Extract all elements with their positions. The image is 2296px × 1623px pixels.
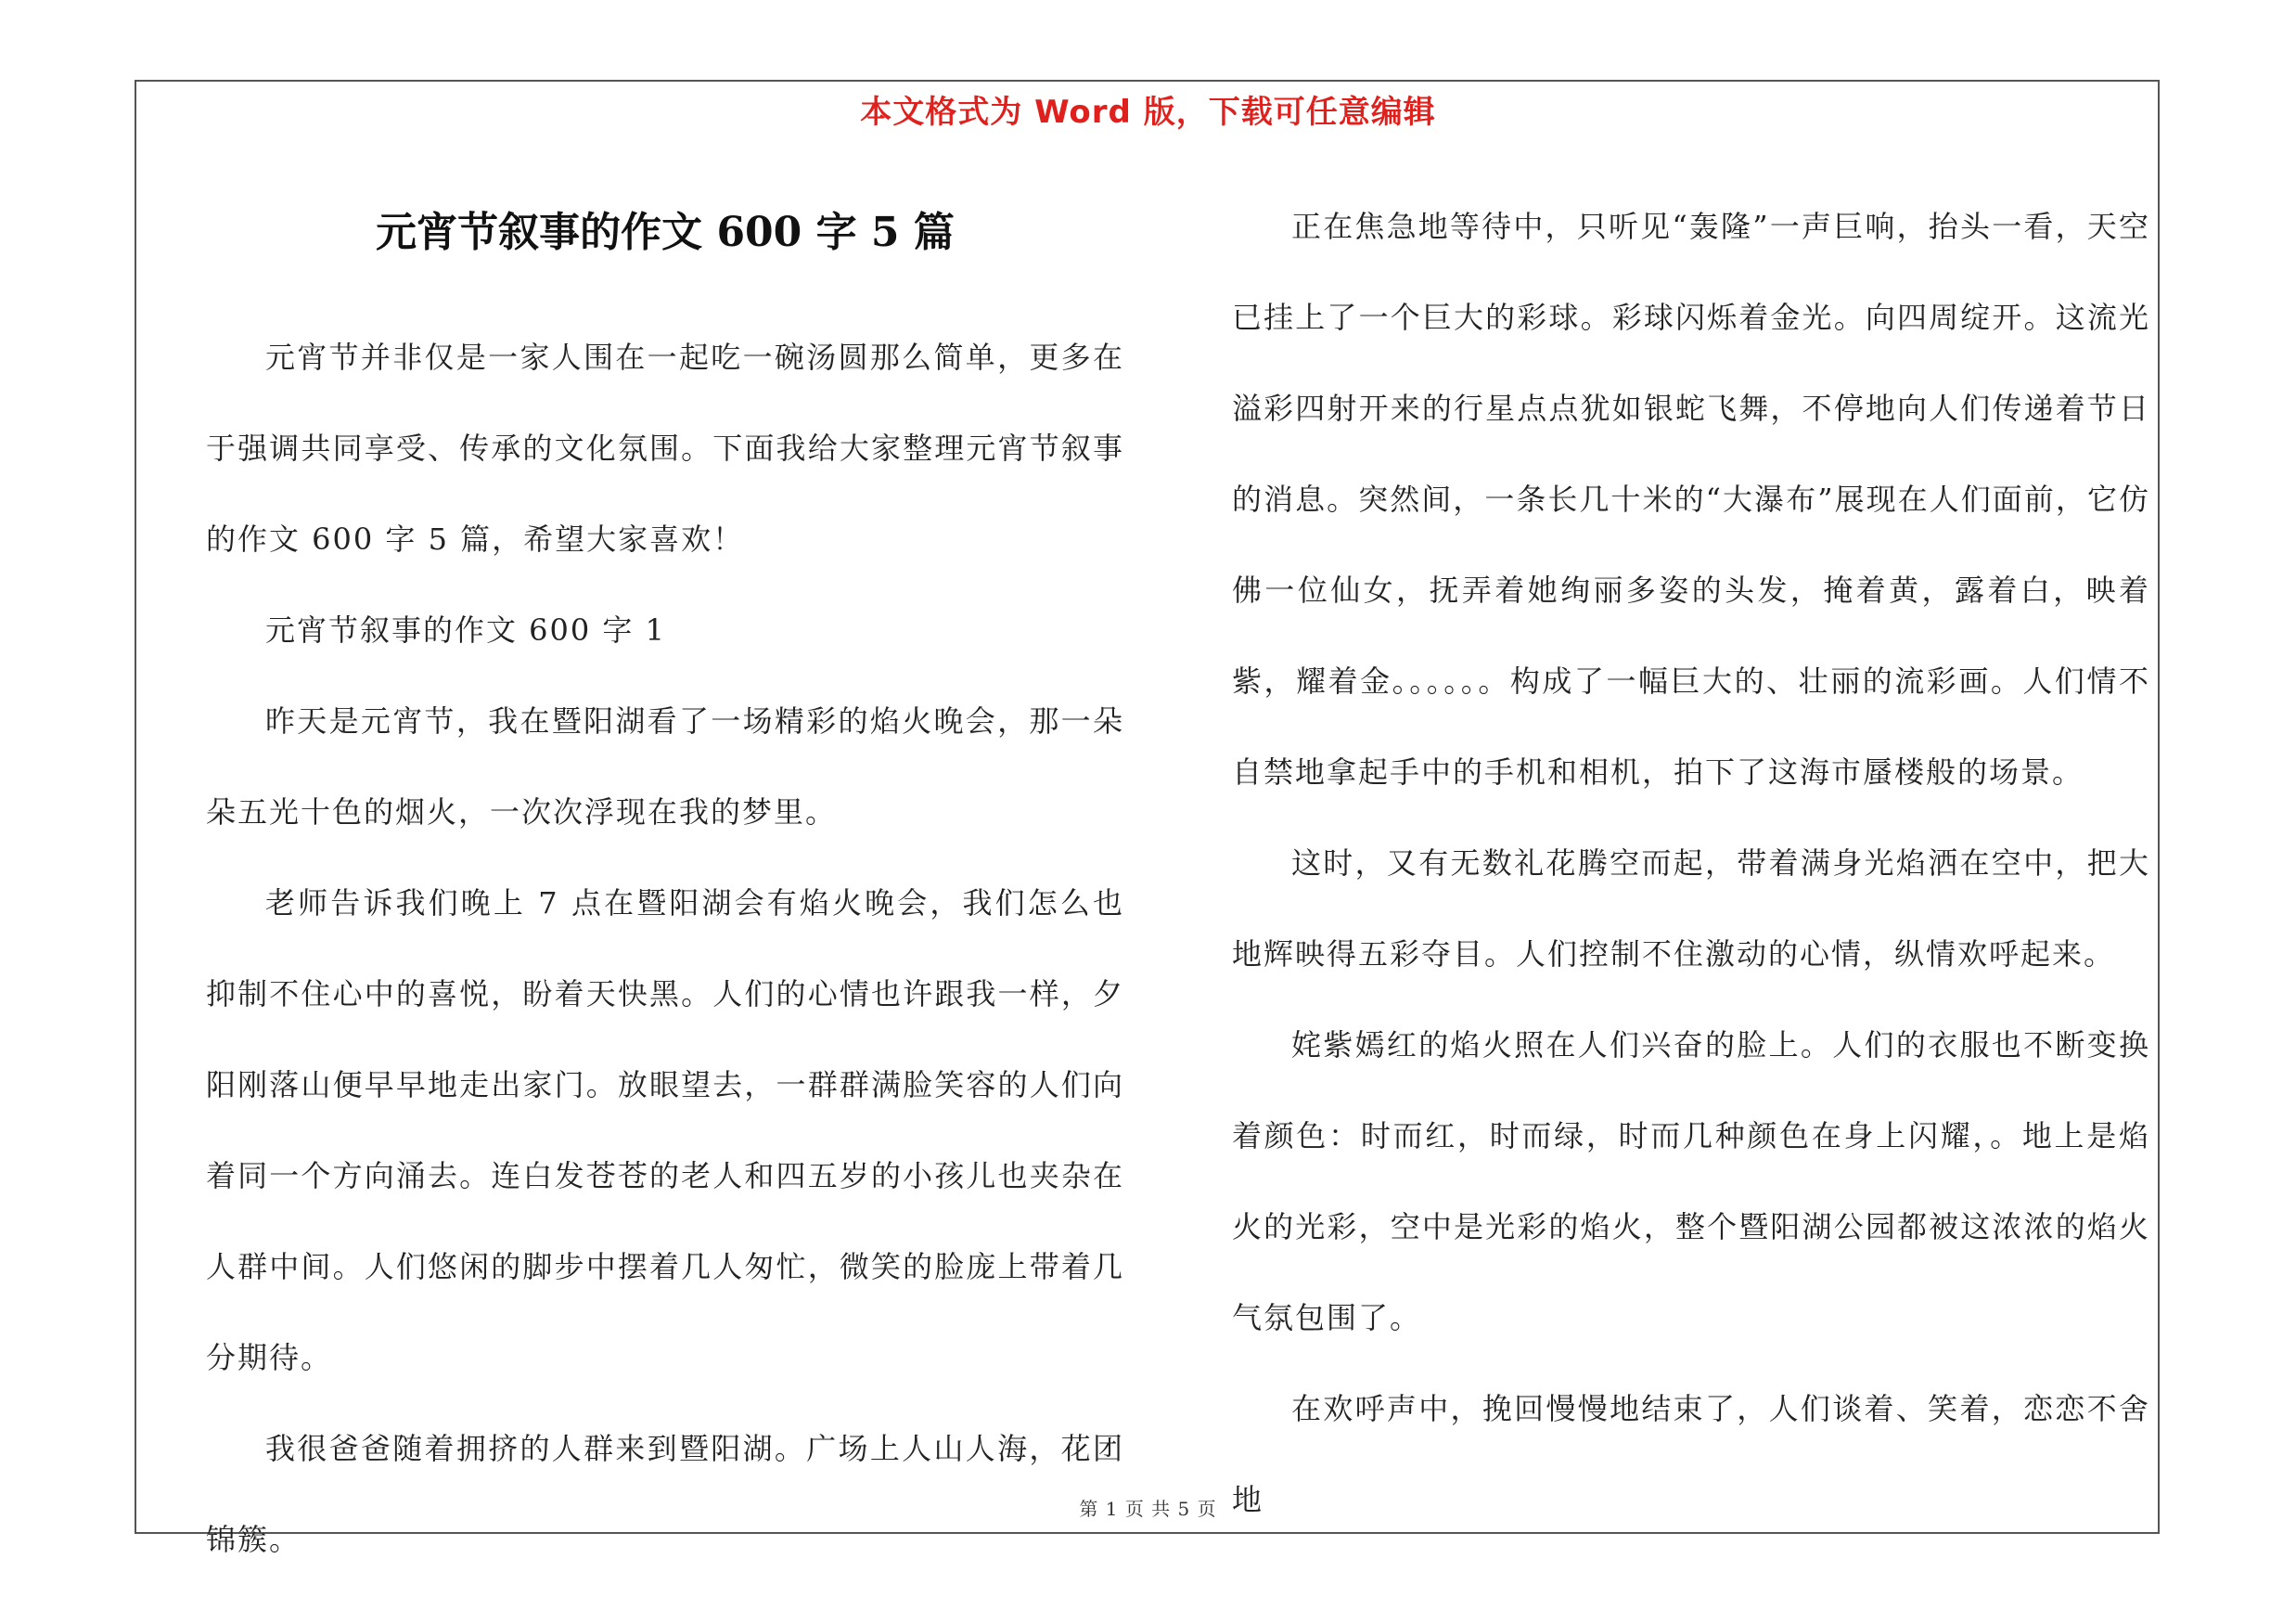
paragraph: 元宵节并非仅是一家人围在一起吃一碗汤圆那么简单，更多在于强调共同享受、传承的文化氛围。下面我给大家整理元宵节叙事的作文 600 字 5 篇，希望大家喜欢！ (206, 339, 1124, 557)
paragraph: 昨天是元宵节，我在暨阳湖看了一场精彩的焰火晚会，那一朵朵五光十色的烟火，一次次浮现在我的梦里。 (206, 702, 1124, 830)
page-number-footer: 第 1 页 共 5 页 (1079, 1498, 1217, 1520)
paragraph: 姹紫嫣红的焰火照在人们兴奋的脸上。人们的衣服也不断变换着颜色：时而红，时而绿，时而几种颜色在身上闪耀，。地上是焰火的光彩，空中是光彩的焰火，整个暨阳湖公园都被这浓浓的焰火气氛包围了。 (1232, 1027, 2150, 1335)
paragraph: 正在焦急地等待中，只听见“轰隆”一声巨响，抬头一看，天空已挂上了一个巨大的彩球。彩球闪烁着金光。向四周绽开。这流光溢彩四射开来的行星点点犹如银蛇飞舞，不停地向人们传递着节日的消息。突然间，一条长几十米的“大瀑布”展现在人们面前，它仿佛一位仙女，抚弄着她绚丽多姿的头发，掩着黄，露着白，映着紫，耀着金。。。。。。构成了一幅巨大的、壮丽的流彩画。人们情不自禁地拿起手中的手机和相机，拍下了这海市蜃楼般的场景。 (1232, 209, 2150, 790)
paragraph: 在欢呼声中，挽回慢慢地结束了，人们谈着、笑着，恋恋不舍地 (1232, 1391, 2150, 1517)
document-title: 元宵节叙事的作文 600 字 5 篇 (376, 209, 955, 256)
paragraph: 我很爸爸随着拥挤的人群来到暨阳湖。广场上人山人海，花团锦簇。 (206, 1430, 1124, 1557)
right-column (1232, 181, 2150, 1545)
paragraph: 老师告诉我们晚上 7 点在暨阳湖会有焰火晚会，我们怎么也抑制不住心中的喜悦，盼着天快黑。人们的心情也许跟我一样，夕阳刚落山便早早地走出家门。放眼望去，一群群满脸笑容的人们向着同一个方向涌去。连白发苍苍的老人和四五岁的小孩儿也夹杂在人群中间。人们悠闲的脚步中摆着几人匆忙，微笑的脸庞上带着几分期待。 (206, 884, 1124, 1375)
paragraph: 这时，又有无数礼花腾空而起，带着满身光焰洒在空中，把大地辉映得五彩夺目。人们控制不住激动的心情，纵情欢呼起来。 (1232, 845, 2150, 972)
section-heading: 元宵节叙事的作文 600 字 1 (265, 612, 666, 648)
left-column (206, 181, 1124, 1585)
editable-notice-banner: 本文格式为 Word 版，下载可任意编辑 (860, 94, 1436, 131)
